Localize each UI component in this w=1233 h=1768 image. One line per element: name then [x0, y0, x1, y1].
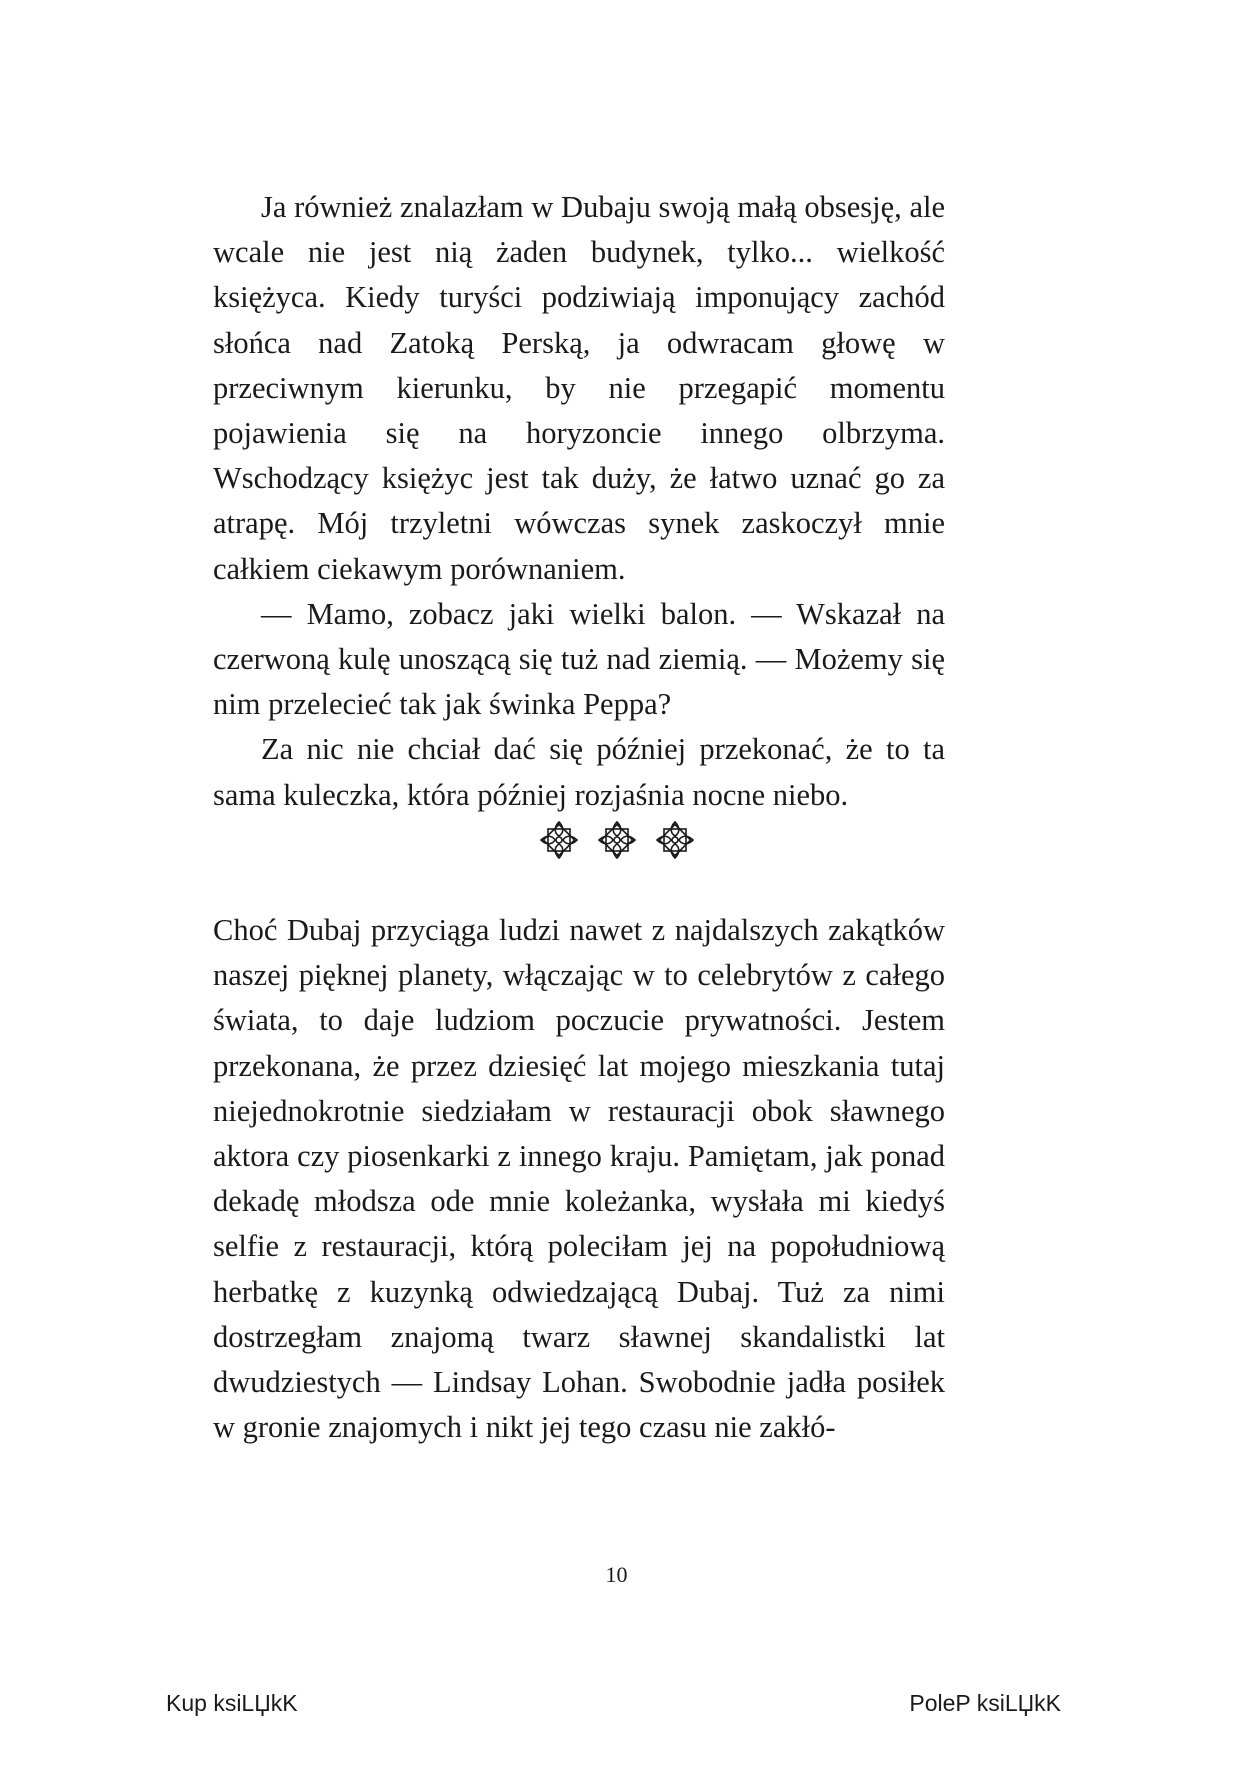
- recommend-book-link[interactable]: PoleP ksiLЏkK: [909, 1690, 1061, 1716]
- text-block-bottom: [213, 908, 945, 1450]
- paragraph: Choć Dubaj przyciąga ludzi nawet z najdalszych zakątków naszej pięknej planety, włączając w to celebrytów z całego świata, to daje ludziom poczucie prywatności. Jestem przekonana, że przez dziesięć lat mojego mieszkania tutaj niejednokrotnie siedziałam w restauracji obok sławnego aktora czy piosenkarki z innego kraju. Pamiętam, jak ponad dekadę młodsza ode mnie koleżanka, wysłała mi kiedyś selfie z restauracji, którą poleciłam jej na popołudniową herbatkę z kuzynką odwiedzającą Dubaj. Tuż za nimi dostrzegłam znajomą twarz sławnej skandalistki lat dwudziestych — Lindsay Lohan. Swobodnie jadła posiłek w gronie znajomych i nikt jej tego czasu nie zakłó-: [213, 913, 945, 1445]
- text-block-top: [213, 185, 945, 818]
- ornament-flower-icon: [653, 818, 697, 862]
- paragraph: Ja również znalazłam w Dubaju swoją małą obsesję, ale wcale nie jest nią żaden budynek, tylko... wielkość księżyca. Kiedy turyści podziwiają imponujący zachód słońca nad Zatoką Perską, ja odwracam głowę w przeciwnym kierunku, by nie przegapić momentu pojawienia się na horyzoncie innego olbrzyma. Wschodzący księżyc jest tak duży, że łatwo uznać go za atrapę. Mój trzyletni wówczas synek zaskoczył mnie całkiem ciekawym porównaniem.: [213, 190, 945, 586]
- ornament-flower-icon: [537, 818, 581, 862]
- paragraph: — Mamo, zobacz jaki wielki balon. — Wskazał na czerwoną kulę unoszącą się tuż nad ziemią. — Możemy się nim przelecieć tak jak świnka Peppa?: [213, 596, 945, 722]
- buy-book-link[interactable]: Kup ksiLЏkK: [166, 1690, 298, 1716]
- section-separator: [0, 818, 1233, 862]
- paragraph: Za nic nie chciał dać się później przekonać, że to ta sama kuleczka, która później rozjaśnia nocne niebo.: [213, 732, 945, 812]
- page-number: 10: [605, 1562, 628, 1587]
- ornament-flower-icon: [595, 818, 639, 862]
